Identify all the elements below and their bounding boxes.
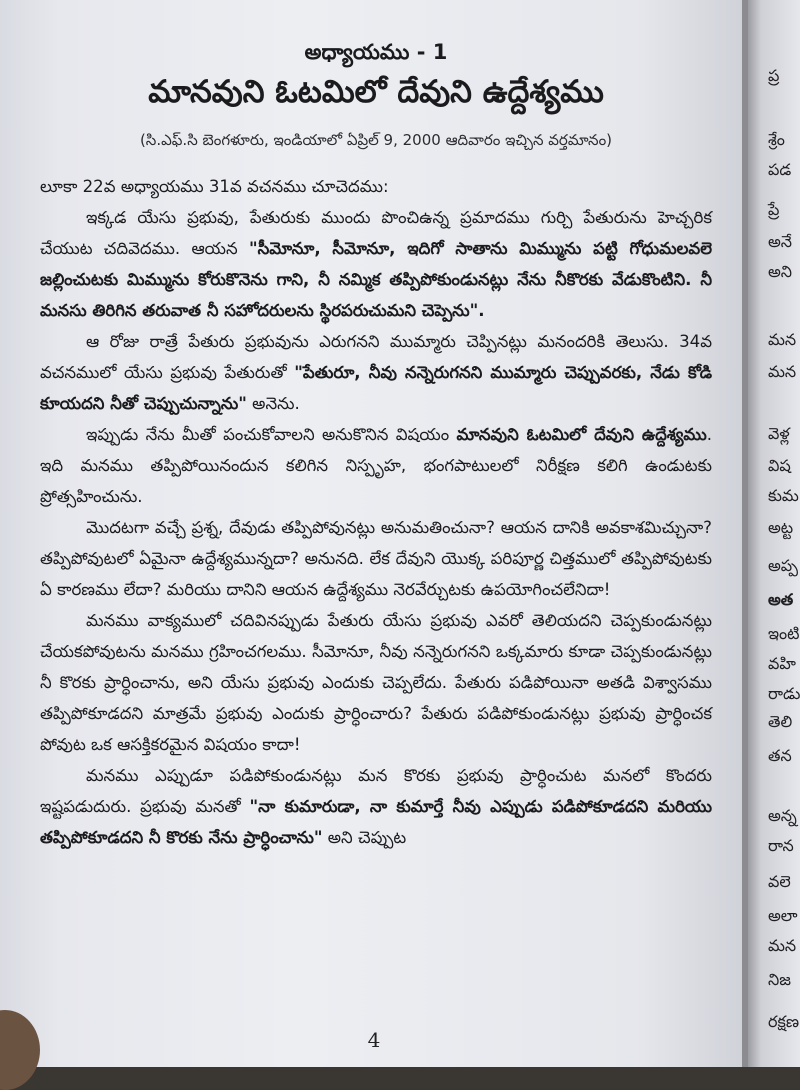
body-paragraph: మనము వాక్యములో చదివినప్పుడు పేతురు యేసు ప్రభువు ఎవరో తెలియదని చెప్పకుండునట్లు చేయకపోవుటను మనము గ్రహించగలము. సీమోనూ, నీవు నన్నెరుగనని ఒక్కమారు కూడా చెప్పకుండునట్లు నీ కొరకు ప్రార్ధించాను, అని యేసు ప్రభువు ఎందుకు చెప్పలేదు. పేతురు పడిపోయినా అతడి విశ్వాసము తప్పిపోకూడదని మాత్రమే ప్రభువు ఎందుకు ప్రార్ధించారు? పేతురు పడిపోకుండునట్లు ప్రభువు ప్రార్ధించక పోవుట ఒక ఆసక్తికరమైన విషయం కాదా! (40, 611, 712, 754)
text-run: ఇప్పుడు నేను మీతో పంచుకోవాలని అనుకొనిన విషయం (86, 425, 457, 444)
right-page-fragment: రక్షణ (768, 1012, 800, 1031)
right-page (748, 0, 800, 1067)
page-text (40, 40, 712, 853)
right-page-fragment: కుమ (768, 486, 799, 505)
body-paragraph: మొదటగా వచ్చే ప్రశ్న, దేవుడు తప్పిపోవునట్లు అనుమతించునా? ఆయన దానికి అవకాశమిచ్చునా? తప్పిపోవుటలో ఏమైనా ఉద్దేశ్యమున్నదా? అనునది. లేక దేవుని యొక్క పరిపూర్ణ చిత్తములో తప్పిపోవుటకు ఏ కారణము లేదా? మరియు దానిని ఆయన ఉద్దేశ్యము నెరవేర్చుటకు ఉపయోగించలేనిదా! (40, 518, 712, 599)
text-run: అనెను. (246, 394, 300, 413)
right-page-fragment: తెలి (768, 712, 793, 731)
right-page-fragment: వలె (768, 872, 791, 891)
right-page-fragment: ప్రే (768, 200, 780, 219)
body-paragraph (40, 419, 712, 512)
right-page-fragment: మన (768, 936, 797, 955)
right-page-fragment: అత (768, 590, 794, 609)
page-number: 4 (367, 1028, 381, 1052)
body-paragraph: లూకా 22వ అధ్యాయము 31వ వచనము చూచెదము: (40, 177, 389, 196)
bold-quote: "సీమోనూ, సీమోనూ, ఇదిగో సాతాను మిమ్మును పట్టి గోధుమలవలె జల్లించుటకు మిమ్మును కోరుకొనెను గాని, నీ నమ్మిక తప్పిపోకుండునట్లు నేను నీకొరకు వేడుకొంటిని. నీ మనసు తిరిగిన తరువాత నీ సహోదరులను స్థిరపరుచుమని చెప్పెను". (40, 239, 712, 320)
text-run: మనము ఎప్పుడూ పడిపోకుండునట్లు మన కొరకు ప్రభువు ప్రార్ధించుట మనలో కొందరు ఇష్టపడుదురు. ప్రభువు మనతో (40, 766, 712, 816)
right-page-fragment: వెళ్ల (768, 424, 790, 443)
bold-quote: "నా కుమారుడా, నా కుమార్తే నీవు ఎప్పుడు పడిపోకూడదని మరియు తప్పిపోకూడదని నీ కొరకు నేను ప్రార్ధించాను" (40, 797, 712, 847)
body-paragraph (40, 326, 712, 419)
right-page-fragment: అట్ట (768, 518, 794, 537)
text-run: అని చెప్పుట (322, 828, 407, 847)
right-page-fragment: విష (768, 456, 791, 475)
right-page-fragment: మన (768, 330, 797, 349)
right-page-fragment: తన (768, 746, 792, 765)
right-page-fragment: ఇంటి (768, 624, 800, 643)
right-page-fragment: నిజ (768, 970, 791, 989)
text-run: ఇక్కడ యేసు ప్రభువు, పేతురుకు ముందు పొంచిఉన్న ప్రమాదము గుర్చి పేతురును హెచ్చరిక చేయుట చదివెదము. ఆయన (40, 208, 712, 258)
body-paragraph (40, 760, 712, 853)
right-page-fragment: వహి (768, 654, 796, 673)
text-run: . ఇది మనము తప్పిపోయినందున కలిగిన నిస్పృహ, భంగపాటులలో నిరీక్షణ కలిగి ఉండుటకు ప్రోత్సహించును. (40, 425, 712, 506)
right-page-fragment: అన్న (768, 806, 797, 825)
right-page-fragment: అప్ప (768, 556, 798, 575)
right-page-fragment: శ్రేం (768, 130, 785, 149)
right-page-fragment: పడ (768, 160, 792, 179)
right-page-fragment: అలా (768, 906, 798, 925)
right-page-fragment: రాన (768, 836, 794, 855)
chapter-title: మానవుని ఓటమిలో దేవుని ఉద్దేశ్యము (148, 74, 604, 110)
thumb (0, 1010, 40, 1090)
bold-quote: మానవుని ఓటమిలో దేవుని ఉద్దేశ్యము (456, 425, 707, 444)
body-paragraph (40, 202, 712, 326)
right-page-fragment: అనే (768, 232, 793, 251)
body-text (40, 171, 712, 853)
right-page-fragment: రాడు (768, 684, 800, 703)
sermon-subtitle: (సి.ఎఫ్.సి బెంగళూరు, ఇండియాలో ఏప్రిల్ 9, 2000 ఆదివారం ఇచ్చిన వర్తమానం) (139, 131, 613, 149)
right-page-fragment: మన (768, 362, 797, 381)
right-page-fragment: ప్ర (768, 66, 780, 85)
bold-quote: "పేతురూ, నీవు నన్నెరుగనని ముమ్మారు చెప్పువరకు, నేడు కోడి కూయదని నీతో చెప్పుచున్నాను" (40, 363, 712, 413)
right-page-fragment: అని (768, 262, 793, 281)
text-run: ఆ రోజు రాత్రే పేతురు ప్రభువును ఎరుగనని ముమ్మారు చెప్పినట్లు మనందరికి తెలుసు. 34వ వచనములో యేసు ప్రభువు పేతురుతో (40, 332, 712, 382)
chapter-label: అధ్యాయము - 1 (304, 40, 448, 64)
